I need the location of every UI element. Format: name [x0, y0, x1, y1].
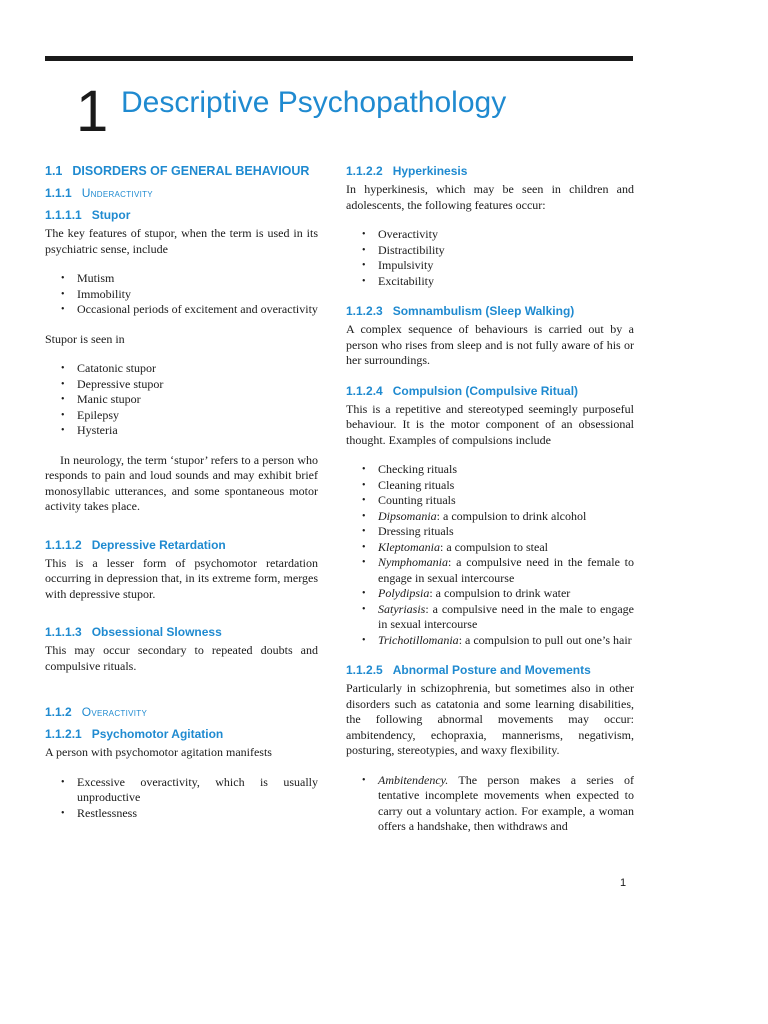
- list-item: • Checking rituals: [346, 462, 634, 478]
- list-item: • Distractibility: [346, 243, 634, 259]
- heading-1-1-2-1: 1.1.2.1 Psychomotor Agitation: [45, 727, 224, 741]
- agitation-features-list: [45, 775, 318, 822]
- list-item: • Manic stupor: [45, 392, 318, 408]
- heading-1-1-2-4: 1.1.2.4 Compulsion (Compulsive Ritual): [346, 383, 579, 398]
- heading-1-1-2-5: 1.1.2.5 Abnormal Posture and Movements: [346, 663, 591, 677]
- stupor-types-list: [45, 361, 318, 439]
- chapter-rule: [45, 56, 633, 61]
- heading-1-1-1-2: 1.1.1.2 Depressive Retardation: [45, 537, 226, 552]
- stupor-features-list: [45, 271, 318, 318]
- list-item: • Hysteria: [45, 423, 318, 439]
- heading-1-1-2: 1.1.2 Overactivity: [45, 705, 148, 719]
- list-item: • Counting rituals: [346, 493, 634, 509]
- posture-list: [346, 773, 634, 835]
- heading-1-1: 1.1 DISORDERS OF GENERAL BEHAVIOUR: [45, 164, 310, 178]
- list-item: • Cleaning rituals: [346, 478, 634, 494]
- list-item: • Restlessness: [45, 806, 318, 822]
- list-item: • Catatonic stupor: [45, 361, 318, 377]
- somnambulism-paragraph: A complex sequence of behaviours is carried out by a person who rises from sleep and is not fully aware of his or her surroundings.: [346, 322, 634, 367]
- hyperkinesis-intro: In hyperkinesis, which may be seen in children and adolescents, the following features occur:: [346, 182, 634, 212]
- hyperkinesis-features-list: [346, 227, 634, 289]
- agitation-intro: A person with psychomotor agitation manifests: [45, 745, 272, 759]
- chapter-number: 1: [76, 79, 109, 144]
- heading-1-1-2-2: 1.1.2.2 Hyperkinesis: [346, 164, 468, 178]
- list-item: • Excessive overactivity, which is usually unproductive: [45, 775, 318, 806]
- list-item: • Polydipsia: a compulsion to drink water: [346, 586, 634, 602]
- heading-1-1-1-1: 1.1.1.1 Stupor: [45, 208, 131, 222]
- list-item: • Immobility: [45, 287, 318, 303]
- left-column: [45, 163, 318, 821]
- compulsion-paragraph: This is a repetitive and stereotyped seemingly purposeful behaviour. It is the motor component of an obsessional thought. Examples of compulsions include: [346, 401, 634, 447]
- posture-paragraph: Particularly in schizophrenia, but sometimes also in other disorders such as catatonia and some learning disabilities, the following abnormal movements may occur: ambitendency, echopraxia, mannerisms, negativism, posturing, stereotypies, and waxy flexibility.: [346, 681, 634, 757]
- retardation-paragraph: This is a lesser form of psychomotor retardation occurring in depression that, in its extreme form, merges with depressive stupor.: [45, 555, 318, 601]
- list-item: • Occasional periods of excitement and overactivity: [45, 302, 318, 318]
- heading-1-1-1-3: 1.1.1.3 Obsessional Slowness: [45, 625, 222, 639]
- list-item: • Dipsomania: a compulsion to drink alcohol: [346, 509, 634, 525]
- heading-1-1-2-3: 1.1.2.3 Somnambulism (Sleep Walking): [346, 304, 575, 318]
- page-number: 1: [620, 877, 627, 889]
- stupor-seen: Stupor is seen in: [45, 331, 125, 346]
- compulsion-list: [346, 462, 634, 648]
- list-item: • Satyriasis: a compulsive need in the male to engage in sexual intercourse: [346, 602, 634, 633]
- heading-1-1-1: 1.1.1 Underactivity: [45, 186, 153, 200]
- list-item: • Nymphomania: a compulsive need in the female to engage in sexual intercourse: [346, 555, 634, 586]
- slowness-paragraph: This may occur secondary to repeated doubts and compulsive rituals.: [45, 643, 318, 673]
- list-item: • Dressing rituals: [346, 524, 634, 540]
- right-column: [346, 163, 634, 835]
- list-item: • Kleptomania: a compulsion to steal: [346, 540, 634, 556]
- stupor-intro: The key features of stupor, when the term is used in its psychiatric sense, include: [45, 226, 318, 256]
- list-item: • Impulsivity: [346, 258, 634, 274]
- list-item: • Mutism: [45, 271, 318, 287]
- list-item: • Ambitendency. The person makes a series of tentative incomplete movements when expected to carry out a voluntary action. For example, a woman offers a handshake, then withdraws and: [346, 773, 634, 835]
- chapter-title: Descriptive Psychopathology: [121, 86, 507, 119]
- list-item: • Overactivity: [346, 227, 634, 243]
- list-item: • Trichotillomania: a compulsion to pull out one’s hair: [346, 633, 634, 649]
- list-item: • Excitability: [346, 274, 634, 290]
- list-item: • Depressive stupor: [45, 377, 318, 393]
- list-item: • Epilepsy: [45, 408, 318, 424]
- neurology-paragraph: In neurology, the term ‘stupor’ refers to a person who responds to pain and loud sounds and may exhibit brief monosyllabic utterances, and some spontaneous motor activity takes place.: [45, 452, 318, 513]
